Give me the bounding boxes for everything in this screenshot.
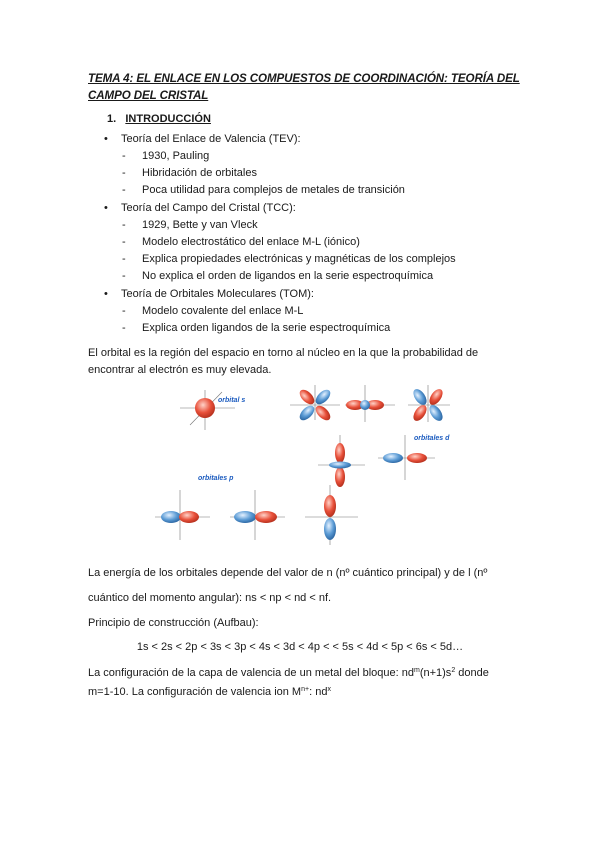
- theory-label: Teoría de Orbitales Moleculares (TOM):: [121, 288, 314, 300]
- bullet-icon: •: [104, 288, 108, 300]
- orbital-paragraph-line1: El orbital es la región del espacio en torno al núcleo en la que la probabilidad de: [88, 347, 479, 359]
- dz2-orbital-icon: [329, 443, 351, 487]
- config-paragraph-line2: m=1-10. La configuración de valencia ion $M^{n+}$: $nd^x$: [88, 686, 331, 698]
- label-orbitals-d: orbitales d: [414, 435, 450, 442]
- s-orbital-icon: [195, 398, 215, 418]
- theory-label: Teoría del Enlace de Valencia (TEV):: [121, 133, 301, 145]
- bullet-icon: •: [104, 202, 108, 214]
- section-number: 1.: [107, 113, 117, 125]
- energy-paragraph-line1: La energía de los orbitales depende del valor de n (nº cuántico principal) y de l (nº: [88, 567, 488, 579]
- bullet-icon: •: [104, 133, 108, 145]
- orbital-paragraph-line2: encontrar al electrón es muy elevada.: [88, 364, 272, 376]
- section-title: INTRODUCCIÓN: [125, 113, 211, 125]
- theory-label: Teoría del Campo del Cristal (TCC):: [121, 202, 296, 214]
- section-heading: [107, 113, 211, 125]
- aufbau-sequence: 1s < 2s < 2p < 3s < 3p < 4s < 3d < 4p < < 5s < 4d < 5p < 6s < 5d…: [136, 641, 464, 653]
- document-title-line1: TEMA 4: EL ENLACE EN LOS COMPUESTOS DE COORDINACIÓN: TEORÍA DEL: [88, 72, 520, 85]
- document-title-line2: CAMPO DEL CRISTAL: [88, 89, 209, 102]
- label-orbital-s: orbital s: [218, 397, 246, 404]
- orbitals-figure: [150, 380, 470, 558]
- py-orbital-icon: [234, 511, 277, 523]
- config-paragraph-line1: La configuración de la capa de valencia de un metal del bloque: $nd^m(n+1)s^2$ donde: [88, 667, 489, 679]
- energy-paragraph-line2: cuántico del momento angular): ns < np < nd < nf.: [88, 592, 332, 604]
- dxz-orbital-icon: [346, 400, 384, 410]
- aufbau-label: Principio de construcción (Aufbau):: [88, 617, 259, 629]
- label-orbitales-p: orbitales p: [198, 475, 234, 482]
